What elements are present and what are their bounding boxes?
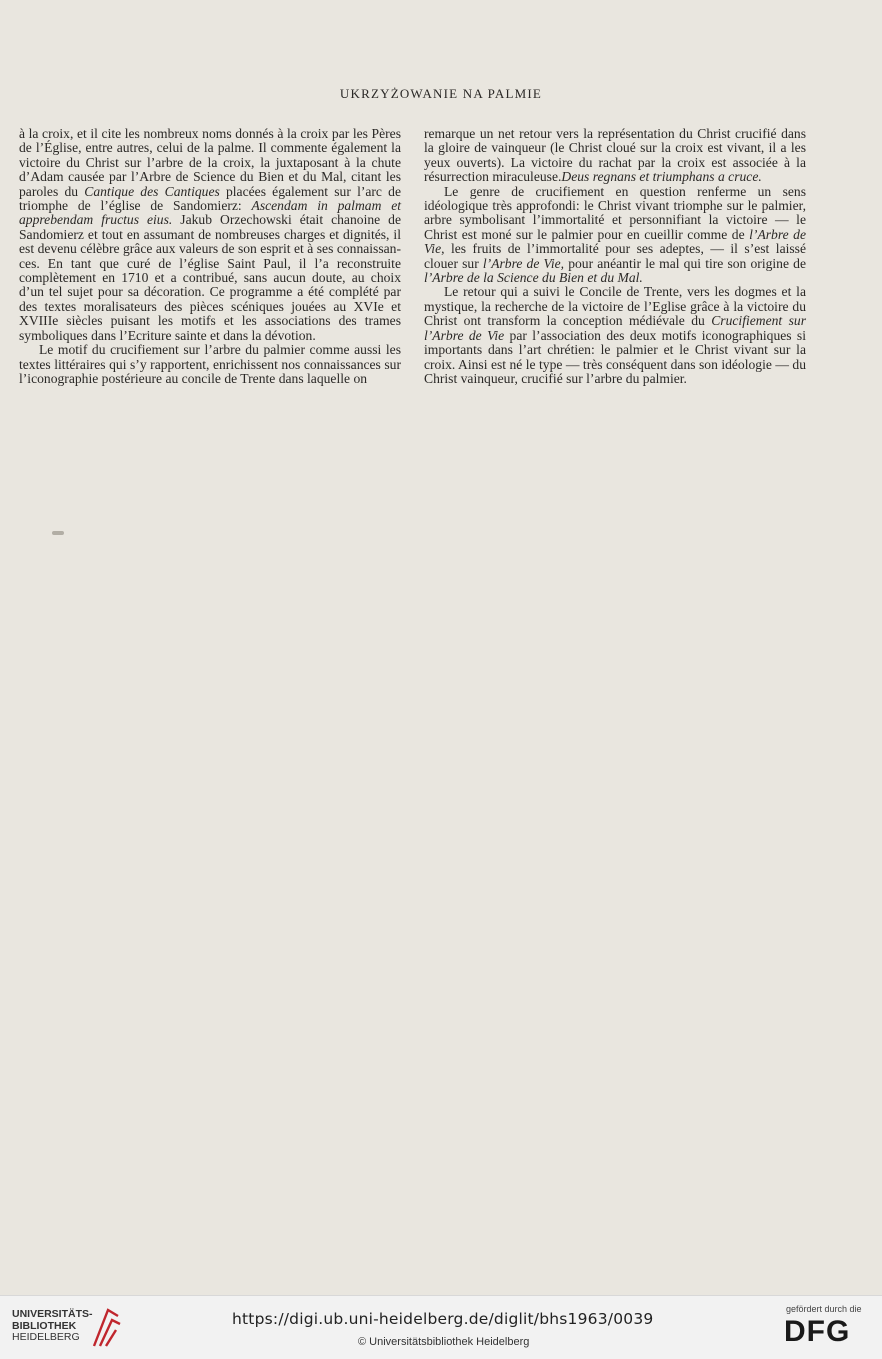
right-text-column xyxy=(424,127,806,386)
paragraph: Le retour qui a suivi le Concile de Trente, vers les dogmes et la mystique, la recherche de la victoire de l’Eglise grâce à la victoire du Christ ont transform la conception médiévale du Crucifiement sur l’Arbre de Vie par l’association des deux motifs iconographiques si importants dans l’art chrétien: le palmier et le Christ vivant sur la croix. Ainsi est né le type — très conséquent dans son idéologie — du Christ vainqueur, crucifié sur l’arbre du palmier. xyxy=(424,284,806,386)
paragraph: Le motif du crucifiement sur l’arbre du palmier comme aussi les textes littéraires qui s’y rapportent, enrichissent nos connaissances sur l’iconographie postérieure au concile de Trente dans laquelle on xyxy=(19,342,401,386)
library-name-line3: HEIDELBERG xyxy=(12,1331,80,1343)
dfg-logo[interactable]: DFG xyxy=(784,1315,851,1348)
library-name-line1: UNIVERSITÄTS- xyxy=(12,1308,93,1320)
library-name-line2: BIBLIOTHEK xyxy=(12,1319,77,1332)
paragraph: remarque un net retour vers la représentation du Christ crucifié dans la gloire de vainqueur (le Christ cloué sur la croix est vivant, il a les yeux ouverts). La victoire du rachat par la croix est associée à la résurrection miraculeuse.Deus regnans et triumphans a cruce. xyxy=(424,126,806,185)
running-head: UKRZYŻOWANIE NA PALMIE xyxy=(339,86,543,101)
viewer-footer xyxy=(0,1295,882,1359)
permalink-url[interactable]: https://digi.ub.uni-heidelberg.de/diglit/bhs1963/0039 xyxy=(232,1310,654,1328)
library-logo-text[interactable] xyxy=(12,1309,93,1344)
funding-note: gefördert durch die xyxy=(786,1304,862,1314)
left-text-column xyxy=(19,127,401,386)
ink-smudge xyxy=(52,531,64,535)
paragraph: à la croix, et il cite les nombreux noms donnés à la croix par les Pères de l’Église, entre autres, celui de la palme. Il commente également la victoire du Christ sur l’arbre de la croix, la juxtaposant à la chute d’Adam causée par l’Arbre de Science du Bien et du Mal, citant les paroles du Cantique des Cantiques placées également sur l’arc de triomphe de l’église de Sandomierz: Ascendam in palmam et apprebendam fructus eius. Jakub Orzechowski était chanoine de Sandomierz et tout en assumant de nombreuses charges et dignités, il est devenu célèbre grâce aux valeurs de son esprit et à ses connaissances. En tant que curé de l’église Saint Paul, il l’a reconstruite complètement en 1710 et a contribué, sans aucun doute, au choix d’un tel sujet pour sa décoration. Ce programme a été complété par des textes moralisateurs des pièces scéniques jouées au XVIe et XVIIIe siècles puisant les motifs et les associations des trames symboliques dans l’Ecriture sainte et dans la dévotion. xyxy=(19,126,402,343)
paragraph: Le genre de crucifiement en question renferme un sens idéologique très approfondi: le Christ vivant triomphe sur le palmier, arbre symbolisant l’immortalité et personnifiant la victoire — le Christ est moné sur le palmier pour en cueillir comme de l’Arbre de Vie, les fruits de l’immortalité pour ses adeptes, — il s’est laissé clouer sur l’Arbre de Vie, pour anéantir le mal qui tire son origine de l’Arbre de la Science du Bien et du Mal. xyxy=(424,183,806,286)
library-logo-icon[interactable] xyxy=(88,1306,124,1350)
copyright-notice: © Universitätsbibliothek Heidelberg xyxy=(358,1336,530,1348)
